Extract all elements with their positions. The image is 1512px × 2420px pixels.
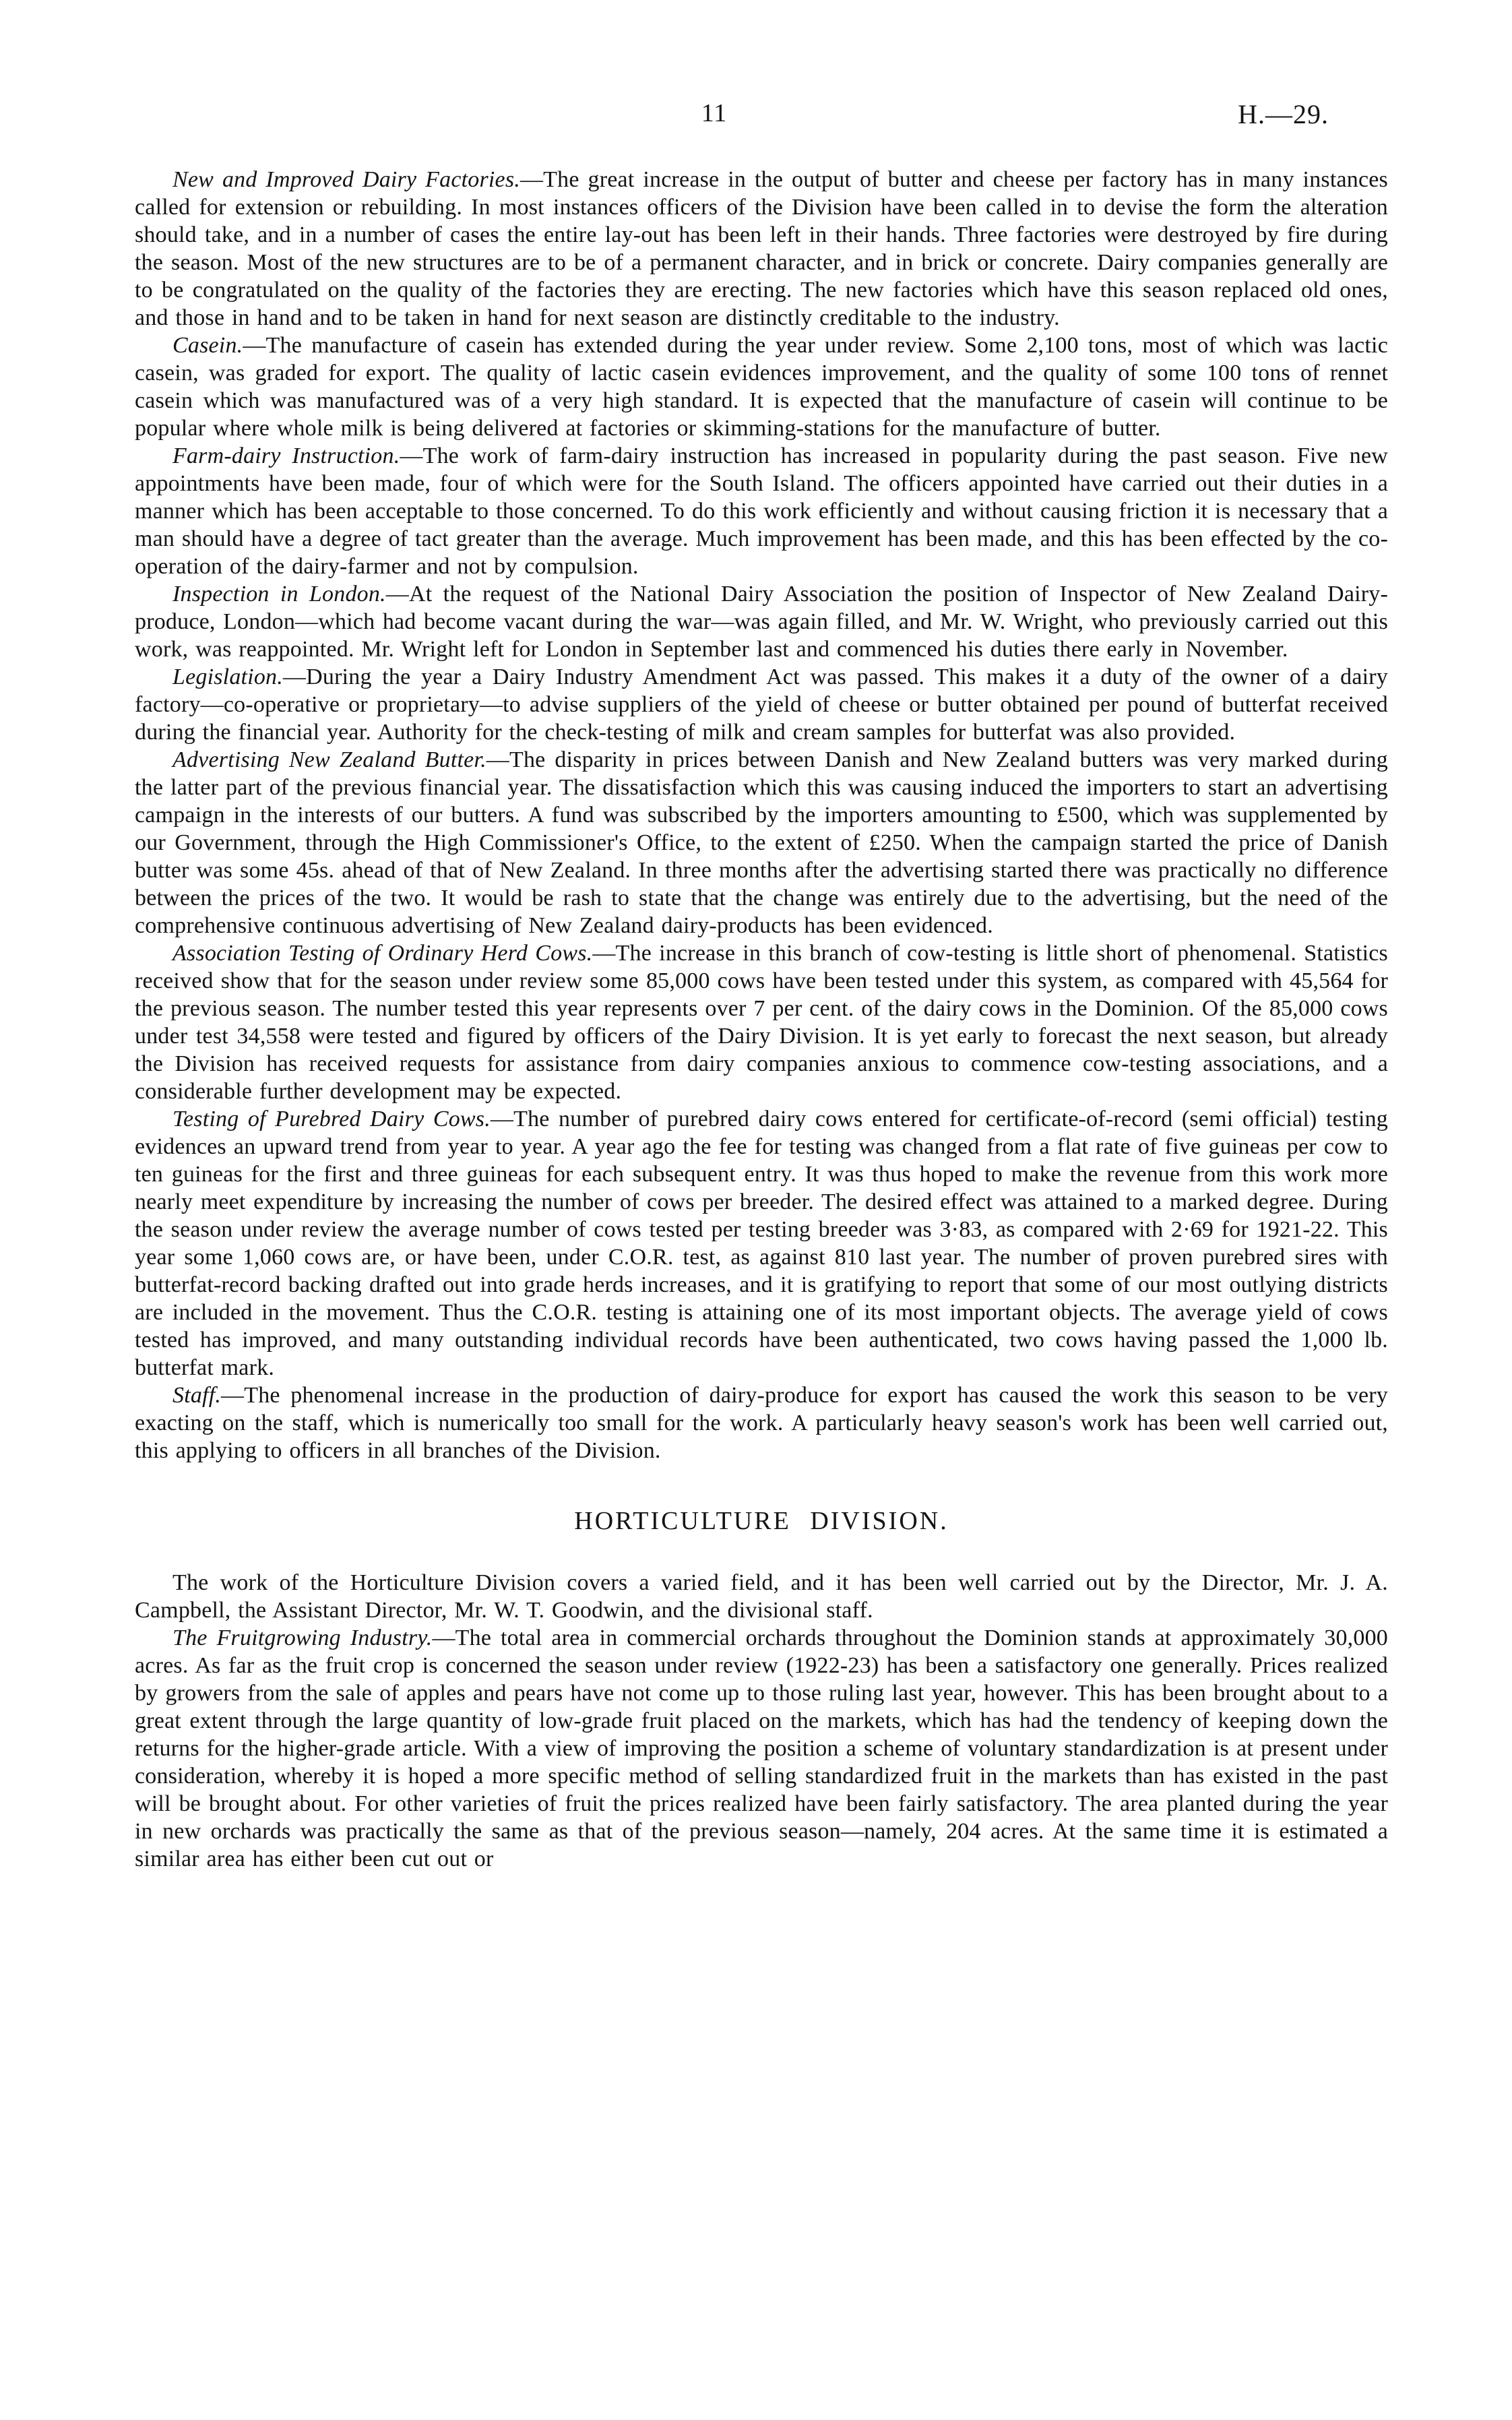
paragraph-body: —The work of farm-dairy instruction has increased in popularity during the past season. Five new appointments have been made, four of which were for the South Island. The officers appointed have carried out their duties in a manner which has been acceptable to those concerned. To do this work efficiently and without causing friction it is necessary that a man should have a degree of tact greater than the average. Much improvement has been made, and this has been effected by the co-operation of the dairy-farmer and not by compulsion.: [135, 443, 1388, 579]
paragraph-body: —The total area in commercial orchards throughout the Dominion stands at approximately 30,000 acres. As far as the fruit crop is concerned the season under review (1922-23) has been a satisfactory one generally. Prices realized by growers from the sale of apples and pears have not come up to those ruling last year, however. This has been brought about to a great extent through the large quantity of low-grade fruit placed on the markets, which has had the tendency of keeping down the returns for the higher-grade article. With a view of improving the position a scheme of voluntary standardization is at present under consideration, whereby it is hoped a more specific method of selling standardized fruit in the markets than has existed in the past will be brought about. For other varieties of fruit the prices realized have been fairly satisfactory. The area planted during the year in new orchards was practically the same as that of the previous season—namely, 204 acres. At the same time it is estimated a similar area has either been cut out or: [135, 1625, 1388, 1871]
paragraph-body: —The phenomenal increase in the production of dairy-produce for export has caused the work this season to be very exacting on the staff, which is numerically too small for the work. A particularly heavy season's work has been well carried out, this applying to officers in all branches of the Division.: [135, 1383, 1388, 1463]
italic-lead: Association Testing of Ordinary Herd Cows.: [172, 941, 593, 966]
italic-lead: Farm-dairy Instruction.: [172, 443, 400, 468]
italic-lead: Staff.: [172, 1383, 222, 1408]
section-heading: HORTICULTURE DIVISION.: [574, 1507, 949, 1535]
paragraph-body: —The great increase in the output of butter and cheese per factory has in many instances called for extension or rebuilding. In most instances officers of the Division have been called in to devise the form the alteration should take, and in a number of cases the entire lay-out has been left in their hands. Three factories were destroyed by fire during the season. Most of the new structures are to be of a permanent character, and in brick or concrete. Dairy companies generally are to be congratulated on the quality of the factories they are erecting. The new factories which have this season replaced old ones, and those in hand and to be taken in hand for next season are distinctly creditable to the industry.: [135, 167, 1388, 330]
paragraph: [135, 166, 1388, 332]
paragraph-body: —The increase in this branch of cow-testing is little short of phenomenal. Statistics received show that for the season under review some 85,000 cows have been tested under this system, as compared with 45,564 for the previous season. The number tested this year represents over 7 per cent. of the dairy cows in the Dominion. Of the 85,000 cows under test 34,558 were tested and figured by officers of the Dairy Division. It is yet early to forecast the next season, but already the Division has received requests for assistance from dairy companies anxious to commence cow-testing associations, and a considerable further development may be expected.: [135, 941, 1388, 1104]
paragraph: [135, 580, 1388, 663]
paragraph: [135, 1382, 1388, 1464]
italic-lead: Casein.: [172, 333, 243, 358]
paragraph-body: —The number of purebred dairy cows entered for certificate-of-record (semi official) testing evidences an upward trend from year to year. A year ago the fee for testing was changed from a flat rate of five guineas per cow to ten guineas for the first and three guineas for each subsequent entry. It was thus hoped to make the revenue from this work more nearly meet expenditure by increasing the number of cows per breeder. The desired effect was attained to a marked degree. During the season under review the average number of cows tested per testing breeder was 3·83, as compared with 2·69 for 1921-22. This year some 1,060 cows are, or have been, under C.O.R. test, as against 810 last year. The number of proven purebred sires with butterfat-record backing drafted out into grade herds increases, and it is gratifying to report that some of our most outlying districts are included in the movement. Thus the C.O.R. testing is attaining one of its most important objects. The average yield of cows tested has improved, and many outstanding individual records have been authenticated, two cows having passed the 1,000 lb. butterfat mark.: [135, 1107, 1389, 1380]
paragraph: [135, 1569, 1388, 1624]
paragraph: [135, 663, 1388, 746]
paragraph: [135, 1624, 1388, 1873]
paragraph: [135, 442, 1388, 580]
paragraph-body: —At the request of the National Dairy Association the position of Inspector of New Zealand Dairy-produce, London—which had become vacant during the war—was again filled, and Mr. W. Wright, who previously carried out this work, was reappointed. Mr. Wright left for London in September last and commenced his duties there early in November.: [135, 582, 1388, 662]
paragraph-body: —The manufacture of casein has extended during the year under review. Some 2,100 tons, most of which was lactic casein, was graded for export. The quality of lactic casein evidences improvement, and the quality of some 100 tons of rennet casein which was manufactured was of a very high standard. It is expected that the manufacture of casein will continue to be popular where whole milk is being delivered at factories or skimming-stations for the manufacture of butter.: [135, 333, 1388, 441]
paragraph-body: —During the year a Dairy Industry Amendment Act was passed. This makes it a duty of the owner of a dairy factory—co-operative or proprietary—to advise suppliers of the yield of cheese or butter obtained per pound of butterfat received during the financial year. Authority for the check-testing of milk and cream samples for butterfat was also provided.: [135, 664, 1388, 745]
italic-lead: Advertising New Zealand Butter.: [172, 747, 486, 772]
page-body: [135, 166, 1388, 1873]
paragraph: [135, 746, 1388, 939]
italic-lead: Testing of Purebred Dairy Cows.: [172, 1107, 491, 1131]
italic-lead: The Fruitgrowing Industry.: [172, 1625, 433, 1650]
page-header: [135, 98, 1388, 142]
report-reference: H.—29.: [1238, 99, 1329, 129]
italic-lead: Legislation.: [172, 664, 283, 689]
paragraph-body: The work of the Horticulture Division covers a varied field, and it has been well carried out by the Director, Mr. J. A. Campbell, the Assistant Director, Mr. W. T. Goodwin, and the divisional staff.: [135, 1570, 1388, 1623]
paragraph-body: —The disparity in prices between Danish and New Zealand butters was very marked during the latter part of the previous financial year. The dissatisfaction which this was causing induced the importers to start an advertising campaign in the interests of our butters. A fund was subscribed by the importers amounting to £500, which was supplemented by our Government, through the High Commissioner's Office, to the extent of £250. When the campaign started the price of Danish butter was some 45s. ahead of that of New Zealand. In three months after the advertising started there was practically no difference between the prices of the two. It would be rash to state that the change was entirely due to the advertising, but the need of the comprehensive continuous advertising of New Zealand dairy-products has been evidenced.: [135, 747, 1388, 938]
paragraph: [135, 332, 1388, 442]
italic-lead: Inspection in London.: [172, 582, 386, 607]
paragraph: [135, 939, 1388, 1105]
paragraph: [135, 1105, 1388, 1382]
page-number: 11: [701, 99, 728, 127]
italic-lead: New and Improved Dairy Factories.: [172, 167, 520, 192]
